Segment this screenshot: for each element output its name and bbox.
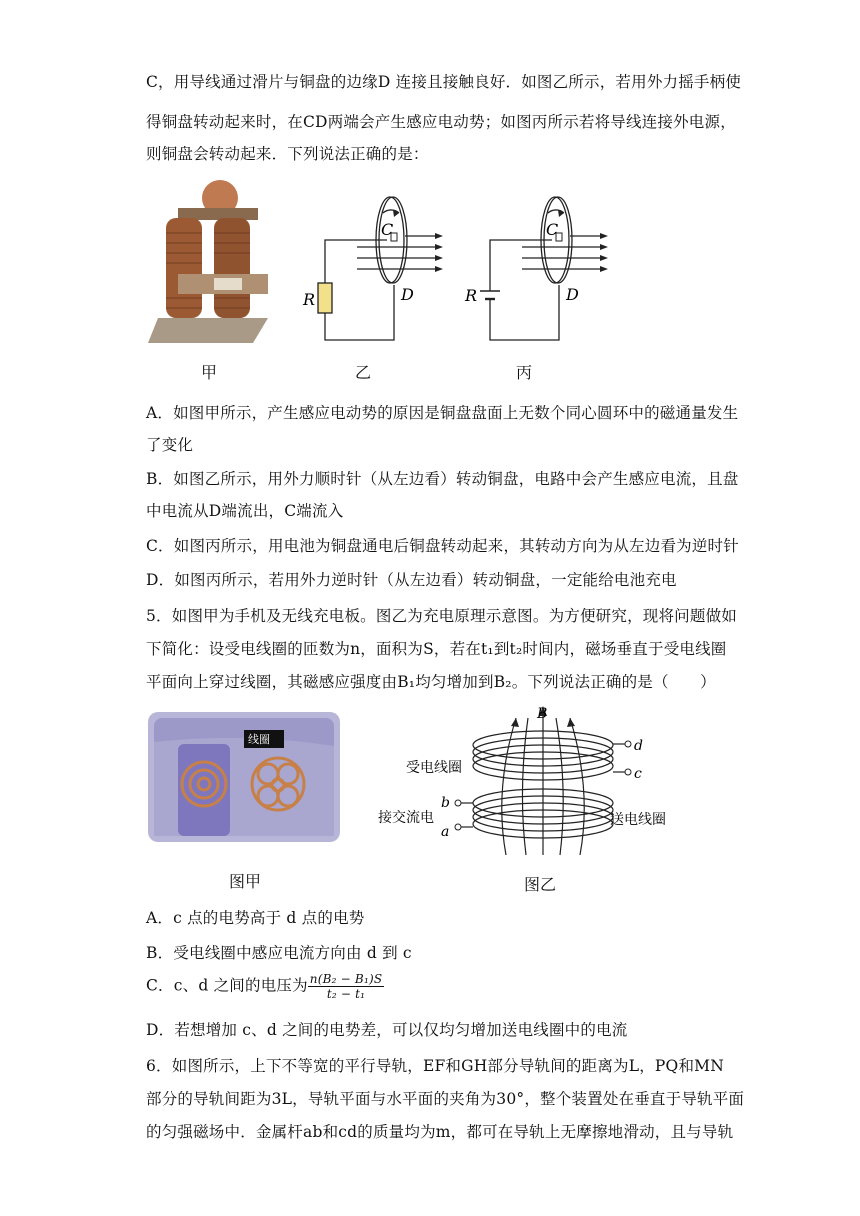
label-D-yi: D	[401, 285, 414, 304]
label-ac-input: 接交流电	[378, 810, 434, 826]
q5-option-a: A．c 点的电势高于 d 点的电势	[146, 909, 365, 927]
label-a: a	[441, 824, 450, 840]
coil-label: 线圈	[248, 733, 270, 746]
intro-line-2: 得铜盘转动起来时，在CD两端会产生感应电动势；如图丙所示若将导线连接外电源，	[146, 113, 736, 131]
q4-option-a-line2: 了变化	[146, 436, 194, 454]
q4-option-a-line1: A．如图甲所示，产生感应电动势的原因是铜盘盘面上无数个同心圆环中的磁通量发生	[146, 404, 739, 422]
faraday-disc-photo	[148, 178, 278, 348]
q4-option-b-line2: 中电流从D端流出，C端流入	[146, 502, 344, 520]
fraction-denominator: t₂ − t₁	[326, 987, 366, 1001]
q4-option-b-line1: B．如图乙所示，用外力顺时针（从左边看）转动铜盘，电路中会产生感应电流，且盘	[146, 470, 739, 488]
q5-option-d: D．若想增加 c、d 之间的电势差，可以仅均匀增加送电线圈中的电流	[146, 1021, 628, 1039]
caption-jia: 甲	[201, 363, 218, 382]
label-b: b	[441, 795, 450, 811]
q5-stem-line1: 5．如图甲为手机及无线充电板。图乙为充电原理示意图。为方便研究，现将问题做如	[146, 607, 737, 625]
label-C-yi: C	[381, 220, 394, 239]
q4-option-d: D．如图丙所示，若用外力逆时针（从左边看）转动铜盘，一定能给电池充电	[146, 571, 677, 589]
label-d: d	[634, 738, 643, 754]
coil-schematic	[378, 700, 688, 860]
caption-bing: 丙	[516, 363, 533, 382]
q5-stem-line2: 下简化：设受电线圈的匝数为n，面积为S，若在t₁到t₂时间内，磁场垂直于受电线圈	[146, 640, 727, 658]
q6-stem-line3: 的匀强磁场中．金属杆ab和cd的质量均为m，都可在导轨上无摩擦地滑动，且与导轨	[146, 1123, 734, 1141]
q5-stem-line3: 平面向上穿过线圈，其磁感应强度由B₁均匀增加到B₂。下列说法正确的是（ ）	[146, 673, 716, 691]
wireless-charger-photo	[148, 712, 340, 842]
label-C-bing: C	[546, 220, 559, 239]
q6-stem-line2: 部分的导轨间距为3L，导轨平面与水平面的夹角为30°，整个装置处在垂直于导轨平面	[146, 1090, 745, 1108]
voltage-fraction	[308, 972, 384, 1001]
caption-tu-yi: 图乙	[524, 875, 557, 894]
label-c: c	[634, 766, 642, 782]
label-B: B	[537, 706, 548, 722]
label-R-bing: R	[465, 286, 478, 305]
circuit-diagram-yi	[295, 195, 455, 345]
fraction-numerator: n(B₂ − B₁)S	[309, 972, 383, 986]
caption-yi: 乙	[355, 363, 372, 382]
label-send-coil: 送电线圈	[610, 812, 666, 828]
label-R-yi: R	[303, 290, 316, 309]
q4-option-c: C．如图丙所示，用电池为铜盘通电后铜盘转动起来，其转动方向为从左边看为逆时针	[146, 537, 739, 555]
q5-option-c-prefix: C．c、d 之间的电压为	[146, 976, 308, 995]
intro-line-1: C，用导线通过滑片与铜盘的边缘D 连接且接触良好．如图乙所示，若用外力摇手柄使	[146, 73, 742, 91]
intro-line-3: 则铜盘会转动起来．下列说法正确的是：	[146, 145, 429, 163]
label-receive-coil: 受电线圈	[406, 760, 462, 776]
q5-option-b: B．受电线圈中感应电流方向由 d 到 c	[146, 944, 412, 962]
q5-option-c	[146, 972, 384, 1001]
caption-tu-jia: 图甲	[229, 872, 262, 891]
circuit-diagram-bing	[460, 195, 620, 345]
label-D-bing: D	[566, 285, 579, 304]
q6-stem-line1: 6．如图所示，上下不等宽的平行导轨，EF和GH部分导轨间的距离为L，PQ和MN	[146, 1057, 724, 1075]
